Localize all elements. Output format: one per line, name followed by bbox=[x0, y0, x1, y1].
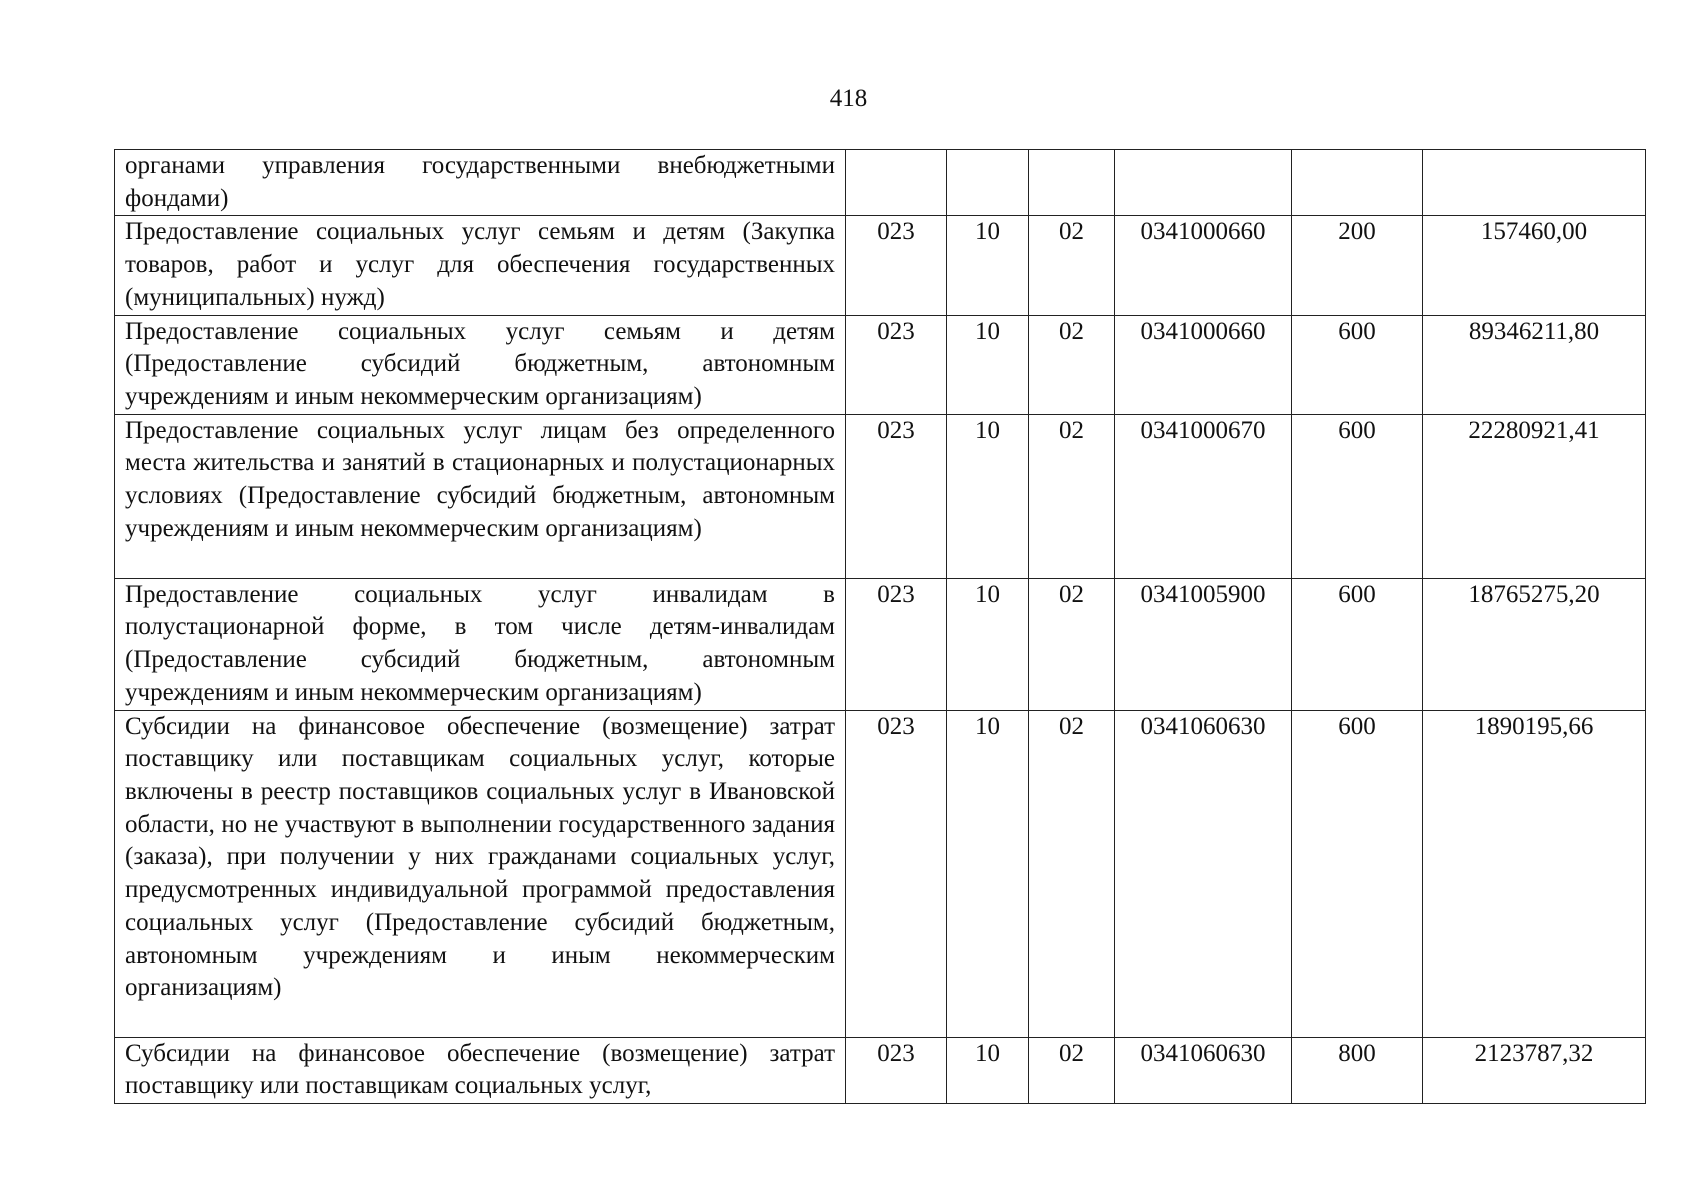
target-article-cell: 0341000670 bbox=[1115, 414, 1292, 578]
table-row bbox=[115, 578, 1646, 710]
subsection-cell: 02 bbox=[1029, 216, 1115, 315]
expense-type-cell bbox=[1292, 150, 1423, 216]
table-row bbox=[115, 710, 1646, 1037]
target-article-cell: 0341000660 bbox=[1115, 315, 1292, 414]
expense-type-cell: 200 bbox=[1292, 216, 1423, 315]
ministry-code-cell bbox=[846, 150, 947, 216]
expense-name-cell: Субсидии на финансовое обеспечение (возмещение) затрат поставщику или поставщикам социальных услуг, bbox=[115, 1037, 846, 1103]
expense-type-cell: 600 bbox=[1292, 710, 1423, 1037]
expense-name-cell: Предоставление социальных услуг семьям и детям (Закупка товаров, работ и услуг для обеспечения государственных (муниципальных) нужд) bbox=[115, 216, 846, 315]
amount-cell: 1890195,66 bbox=[1423, 710, 1646, 1037]
expense-type-cell: 600 bbox=[1292, 578, 1423, 710]
subsection-cell: 02 bbox=[1029, 1037, 1115, 1103]
section-cell: 10 bbox=[947, 1037, 1029, 1103]
target-article-cell bbox=[1115, 150, 1292, 216]
subsection-cell bbox=[1029, 150, 1115, 216]
table-row bbox=[115, 1037, 1646, 1103]
ministry-code-cell: 023 bbox=[846, 216, 947, 315]
section-cell: 10 bbox=[947, 578, 1029, 710]
target-article-cell: 0341000660 bbox=[1115, 216, 1292, 315]
amount-cell bbox=[1423, 150, 1646, 216]
ministry-code-cell: 023 bbox=[846, 414, 947, 578]
expense-type-cell: 800 bbox=[1292, 1037, 1423, 1103]
section-cell: 10 bbox=[947, 216, 1029, 315]
expense-name-cell: Предоставление социальных услуг лицам без определенного места жительства и занятий в стационарных и полустационарных условиях (Предоставление субсидий бюджетным, автономным учреждениям и иным некоммерческим организациям) bbox=[115, 414, 846, 578]
target-article-cell: 0341060630 bbox=[1115, 1037, 1292, 1103]
amount-cell: 22280921,41 bbox=[1423, 414, 1646, 578]
expense-name-cell: Субсидии на финансовое обеспечение (возмещение) затрат поставщику или поставщикам социальных услуг, которые включены в реестр поставщиков социальных услуг в Ивановской области, но не участвуют в выполнении государственного задания (заказа), при получении у них гражданами социальных услуг, предусмотренных индивидуальной программой предоставления социальных услуг (Предоставление субсидий бюджетным, автономным учреждениям и иным некоммерческим организациям) bbox=[115, 710, 846, 1037]
table-row bbox=[115, 414, 1646, 578]
expense-type-cell: 600 bbox=[1292, 414, 1423, 578]
expense-name-cell: Предоставление социальных услуг инвалидам в полустационарной форме, в том числе детям-инвалидам (Предоставление субсидий бюджетным, автономным учреждениям и иным некоммерческим организациям) bbox=[115, 578, 846, 710]
ministry-code-cell: 023 bbox=[846, 315, 947, 414]
section-cell: 10 bbox=[947, 315, 1029, 414]
target-article-cell: 0341005900 bbox=[1115, 578, 1292, 710]
page-number: 418 bbox=[829, 85, 868, 112]
expense-name-cell: Предоставление социальных услуг семьям и детям (Предоставление субсидий бюджетным, автономным учреждениям и иным некоммерческим организациям) bbox=[115, 315, 846, 414]
budget-table bbox=[114, 149, 1646, 1104]
ministry-code-cell: 023 bbox=[846, 1037, 947, 1103]
amount-cell: 157460,00 bbox=[1423, 216, 1646, 315]
section-cell: 10 bbox=[947, 710, 1029, 1037]
expense-name-cell: органами управления государственными внебюджетными фондами) bbox=[115, 150, 846, 216]
table-row bbox=[115, 216, 1646, 315]
amount-cell: 2123787,32 bbox=[1423, 1037, 1646, 1103]
subsection-cell: 02 bbox=[1029, 414, 1115, 578]
subsection-cell: 02 bbox=[1029, 710, 1115, 1037]
table-row bbox=[115, 150, 1646, 216]
amount-cell: 89346211,80 bbox=[1423, 315, 1646, 414]
ministry-code-cell: 023 bbox=[846, 710, 947, 1037]
target-article-cell: 0341060630 bbox=[1115, 710, 1292, 1037]
section-cell bbox=[947, 150, 1029, 216]
ministry-code-cell: 023 bbox=[846, 578, 947, 710]
subsection-cell: 02 bbox=[1029, 578, 1115, 710]
amount-cell: 18765275,20 bbox=[1423, 578, 1646, 710]
table-row bbox=[115, 315, 1646, 414]
expense-type-cell: 600 bbox=[1292, 315, 1423, 414]
subsection-cell: 02 bbox=[1029, 315, 1115, 414]
section-cell: 10 bbox=[947, 414, 1029, 578]
